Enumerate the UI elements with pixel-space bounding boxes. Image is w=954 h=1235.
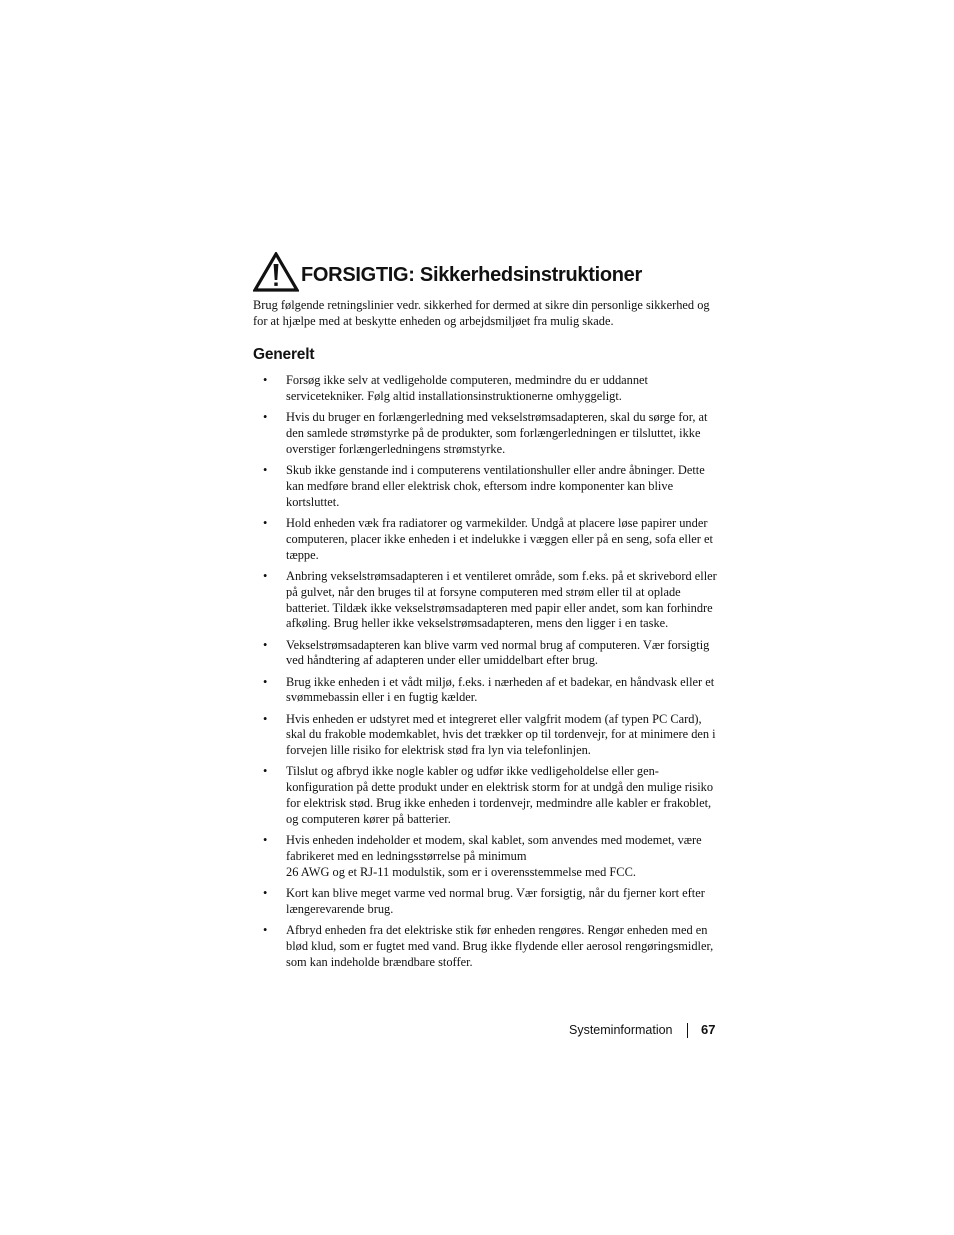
list-item-line: kan medføre brand eller elektrisk chok, eftersom indre komponenter kan blive [286, 478, 674, 493]
list-item-line: fabrikeret med en ledningsstørrelse på minimum [286, 849, 527, 864]
list-item-line: konfiguration på dette produkt under en elektrisk storm for at undgå den mulige risiko [286, 780, 714, 795]
bullet-icon: • [263, 462, 268, 477]
list-item-line: computeren, placer ikke enheden i et indelukke i væggen eller på en seng, sofa eller et [286, 531, 713, 546]
list-item-line: batteriet. Tildæk ikke vekselstrømsadapteren med papir eller andet, som kan forhindre [286, 600, 713, 615]
intro-paragraph [253, 297, 733, 329]
list-item-line: ved håndtering af adapteren under eller umiddelbart efter brug. [286, 653, 599, 668]
list-item-line: Afbryd enheden fra det elektriske stik før enheden rengøres. Rengør enheden med en [286, 923, 708, 938]
list-item-line: på gulvet, når den bruges til at forsyne computeren med strøm eller til at oplade [286, 584, 681, 599]
list-item [260, 675, 732, 707]
list-item-line: og computeren kører på batterier. [286, 812, 451, 827]
bullet-icon: • [263, 674, 268, 689]
bullet-icon: • [263, 764, 268, 779]
list-item-line: Hold enheden væk fra radiatorer og varmekilder. Undgå at placere løse papirer under [286, 515, 708, 530]
list-item-line: blød klud, som er fugtet med vand. Brug ikke flydende eller aerosol rengøringsmidler, [286, 939, 714, 954]
list-item [260, 410, 732, 458]
section-heading: Generelt [253, 346, 315, 363]
list-item-line: servicetekniker. Følg altid installationsinstruktionerne omhyggeligt. [286, 388, 622, 403]
footer-section-title: Systeminformation [569, 1023, 673, 1037]
page-header [253, 252, 733, 290]
list-item-line: tæppe. [286, 547, 319, 562]
bullet-icon: • [263, 923, 268, 938]
intro-line: Brug følgende retningslinier vedr. sikkerhed for dermed at sikre din personlige sikkerhed og [253, 298, 710, 312]
list-item-line: Hvis enheden indeholder et modem, skal kablet, som anvendes med modemet, være [286, 833, 702, 848]
list-item-line: forvejen lille risiko for elektrisk stød fra lyn via telefonlinjen. [286, 743, 591, 758]
list-item [260, 638, 732, 670]
list-item-line: Tilslut og afbryd ikke nogle kabler og udfør ikke vedligeholdelse eller gen- [286, 764, 659, 779]
list-item [260, 373, 732, 405]
bullet-icon: • [263, 515, 268, 530]
list-item [260, 516, 732, 564]
list-item-line: som kan indeholde brændbare stoffer. [286, 954, 473, 969]
page-title: FORSIGTIG: Sikkerhedsinstruktioner [301, 264, 642, 286]
list-item [260, 886, 732, 918]
list-item-line: Skub ikke genstande ind i computerens ventilationshuller eller andre åbninger. Dette [286, 462, 705, 477]
page-number: 67 [701, 1022, 716, 1037]
list-item-line: kortsluttet. [286, 494, 340, 509]
list-item [260, 764, 732, 828]
bullet-icon: • [263, 886, 268, 901]
bullet-icon: • [263, 410, 268, 424]
bullet-icon: • [263, 637, 268, 652]
list-item-line: Hvis enheden er udstyret med et integreret eller valgfrit modem (af typen PC Card), [286, 711, 702, 726]
list-item [260, 569, 732, 633]
list-item-line: Brug ikke enheden i et vådt miljø, f.eks. i nærheden af et badekar, en håndvask eller et [286, 674, 715, 689]
list-item-line: afkøling. Brug heller ikke vekselstrømsadapteren, mens den ligger i en taske. [286, 616, 669, 631]
list-item [260, 712, 732, 760]
list-item-line: Anbring vekselstrømsadapteren i et ventileret område, som f.eks. på et skrivebord eller [286, 568, 717, 583]
list-item-line: længerevarende brug. [286, 902, 394, 917]
list-item-line: den samlede strømstyrke på de produkter, som forlængerledningen er tilsluttet, ikke [286, 425, 701, 440]
intro-line: for at hjælpe med at beskytte enheden og arbejdsmiljøet fra mulig skade. [253, 314, 614, 328]
list-item-line: 26 AWG og et RJ-11 modulstik, som er i overensstemmelse med FCC. [286, 865, 636, 880]
list-item-line: overstiger forlængerledningens strømstyrke. [286, 441, 506, 456]
bullet-icon: • [263, 373, 268, 387]
footer-divider [687, 1023, 688, 1038]
bullet-icon: • [263, 711, 268, 726]
safety-instructions-list [260, 373, 732, 976]
list-item [260, 463, 732, 511]
warning-triangle-icon [253, 252, 299, 292]
list-item-line: Forsøg ikke selv at vedligeholde computeren, medmindre du er uddannet [286, 373, 648, 387]
list-item-line: Kort kan blive meget varme ved normal brug. Vær forsigtig, når du fjerner kort efter [286, 886, 705, 901]
list-item [260, 923, 732, 971]
list-item-line: Vekselstrømsadapteren kan blive varm ved normal brug af computeren. Vær forsigtig [286, 637, 710, 652]
list-item-line: svømmebassin eller i en fugtig kælder. [286, 690, 478, 705]
list-item [260, 833, 732, 881]
bullet-icon: • [263, 833, 268, 848]
list-item-line: Hvis du bruger en forlængerledning med vekselstrømsadapteren, skal du sørge for, at [286, 410, 708, 424]
list-item-line: for elektrisk stød. Brug ikke enheden i tordenvejr, medmindre alle kabler er frakoblet, [286, 796, 712, 811]
list-item-line: skal du frakoble modemkablet, hvis det trækker op til tordenvejr, for at minimere den i [286, 727, 716, 742]
bullet-icon: • [263, 568, 268, 583]
